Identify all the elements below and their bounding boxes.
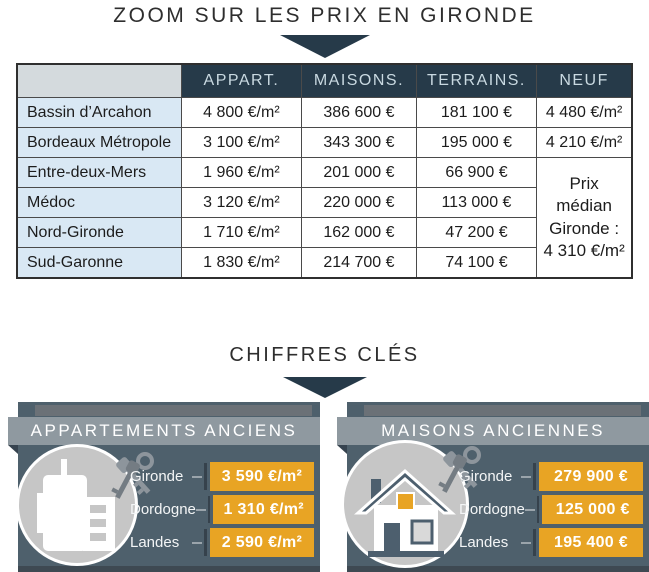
cell-maisons: 201 000 € <box>302 158 416 188</box>
row-label: Bassin d’Arcahon <box>17 98 181 128</box>
cell-neuf: 4 210 €/m² <box>537 128 632 158</box>
row-label: Sud-Garonne <box>17 248 181 279</box>
price-chip: 2 590 €/m² <box>210 528 314 557</box>
cell-appart: 1 960 €/m² <box>181 158 302 188</box>
row-label: Nord-Gironde <box>17 218 181 248</box>
price-chip: 125 000 € <box>542 495 643 524</box>
tick-bar <box>537 496 540 523</box>
table-corner-cell <box>17 64 181 98</box>
median-line-2: Gironde : <box>549 218 620 238</box>
section-title-prix-gironde: ZOOM SUR LES PRIX EN GIRONDE <box>113 4 536 27</box>
cell-terrains: 181 100 € <box>416 98 537 128</box>
down-arrow-icon <box>283 377 367 398</box>
tick-dash <box>192 476 202 478</box>
down-arrow-icon <box>280 35 370 58</box>
region-label: Dordogne <box>459 501 525 518</box>
table-header-row <box>17 64 632 98</box>
region-label: Landes <box>459 534 509 551</box>
region-label: Gironde <box>459 468 513 485</box>
cell-maisons: 214 700 € <box>302 248 416 279</box>
region-label: Dordogne <box>130 501 196 518</box>
tick-bar <box>204 529 207 556</box>
panel-top-strip <box>35 405 312 416</box>
cell-appart: 4 800 €/m² <box>181 98 302 128</box>
cell-maisons: 343 300 € <box>302 128 416 158</box>
cell-terrains: 47 200 € <box>416 218 537 248</box>
price-chip: 279 900 € <box>539 462 643 491</box>
cell-appart: 1 830 €/m² <box>181 248 302 279</box>
column-header-neuf: NEUF <box>537 64 632 98</box>
tick-dash <box>196 509 206 511</box>
tick-bar <box>204 463 207 490</box>
cell-terrains: 66 900 € <box>416 158 537 188</box>
tick-dash <box>521 476 531 478</box>
ribbon-fold <box>8 445 18 454</box>
key-figure-row <box>459 462 643 491</box>
cell-appart: 1 710 €/m² <box>181 218 302 248</box>
panel-appartements-anciens <box>8 402 320 572</box>
median-line-3: 4 310 €/m² <box>543 240 625 260</box>
tick-bar <box>533 463 536 490</box>
tick-dash <box>521 542 531 544</box>
cell-terrains: 113 000 € <box>416 188 537 218</box>
cell-maisons: 162 000 € <box>302 218 416 248</box>
tick-dash <box>192 542 202 544</box>
price-chip: 1 310 €/m² <box>213 495 314 524</box>
house-icon <box>341 440 469 568</box>
median-price-cell <box>537 158 632 279</box>
cell-maisons: 386 600 € <box>302 98 416 128</box>
row-label: Médoc <box>17 188 181 218</box>
key-figure-row <box>459 528 643 557</box>
cell-terrains: 195 000 € <box>416 128 537 158</box>
tick-dash <box>525 509 535 511</box>
cell-maisons: 220 000 € <box>302 188 416 218</box>
column-header-appart: APPART. <box>181 64 302 98</box>
table-row <box>17 128 632 158</box>
row-label: Entre-deux-Mers <box>17 158 181 188</box>
key-figure-row <box>459 495 643 524</box>
cell-neuf: 4 480 €/m² <box>537 98 632 128</box>
key-figure-row <box>130 528 314 557</box>
table-row <box>17 98 632 128</box>
row-label: Bordeaux Métropole <box>17 128 181 158</box>
building-icon <box>16 444 138 566</box>
price-chip: 3 590 €/m² <box>210 462 314 491</box>
panel-top-strip <box>364 405 641 416</box>
region-label: Gironde <box>130 468 184 485</box>
key-figure-row <box>130 462 314 491</box>
cell-terrains: 74 100 € <box>416 248 537 279</box>
median-line-1: Prix médian <box>556 174 612 216</box>
panel-rows <box>459 462 643 561</box>
column-header-terrains: TERRAINS. <box>416 64 537 98</box>
section-title-chiffres-cles: CHIFFRES CLÉS <box>229 344 420 366</box>
price-table <box>16 63 633 279</box>
column-header-maisons: MAISONS. <box>302 64 416 98</box>
panel-title-ribbon: APPARTEMENTS ANCIENS <box>8 417 320 445</box>
price-chip: 195 400 € <box>539 528 643 557</box>
region-label: Landes <box>130 534 180 551</box>
cell-appart: 3 120 €/m² <box>181 188 302 218</box>
panel-maisons-anciennes <box>337 402 649 572</box>
panel-bottom-strip <box>18 566 320 572</box>
table-row <box>17 158 632 188</box>
panel-rows <box>130 462 314 561</box>
tick-bar <box>208 496 211 523</box>
panel-title-ribbon: MAISONS ANCIENNES <box>337 417 649 445</box>
cell-appart: 3 100 €/m² <box>181 128 302 158</box>
key-figure-row <box>130 495 314 524</box>
tick-bar <box>533 529 536 556</box>
